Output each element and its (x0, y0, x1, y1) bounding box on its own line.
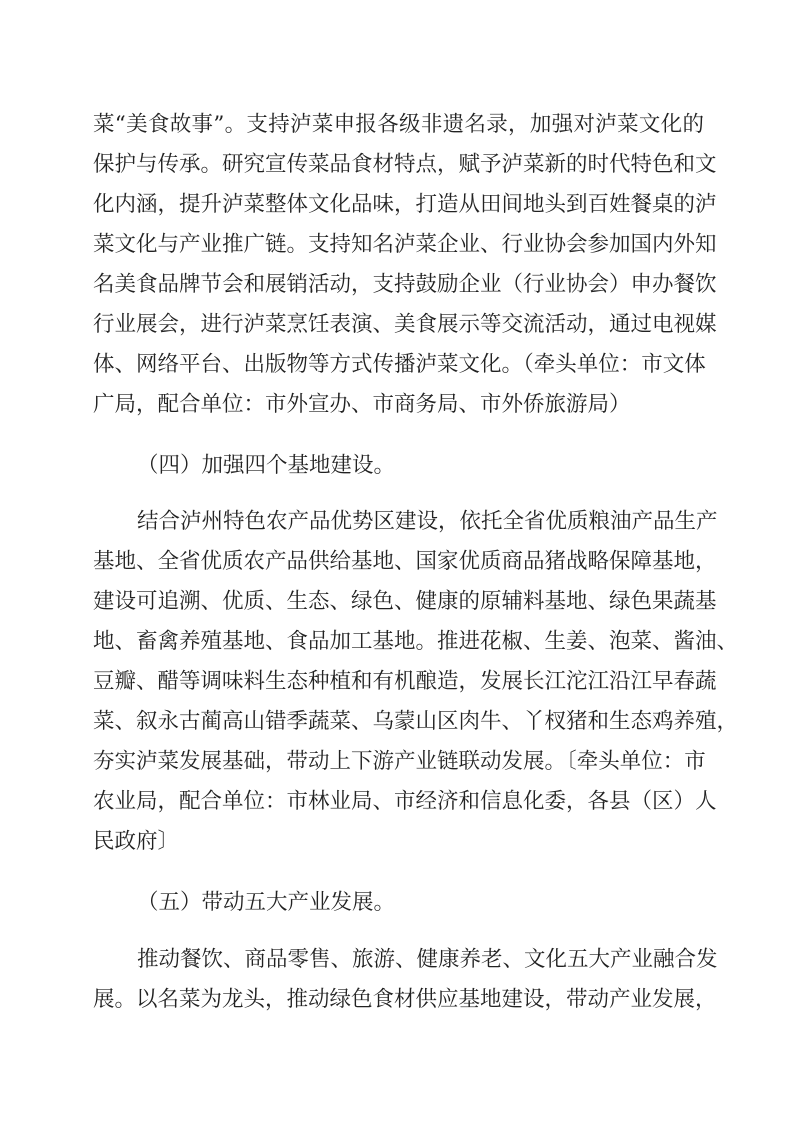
text-line: 广局，配合单位：市外宣办、市商务局、市外侨旅游局） (93, 392, 631, 417)
section-heading-4: （四）加强四个基地建设。 (137, 453, 396, 478)
text-line: 推动餐饮、商品零售、旅游、健康养老、文化五大产业融合发 (137, 947, 718, 972)
text-line: 化内涵，提升泸菜整体文化品味，打造从田间地头到百姓餐桌的泸 (93, 192, 717, 217)
text-line: 基地、全省优质农产品供给基地、国家优质商品猪战略保障基地， (93, 549, 717, 574)
text-line: 展。以名菜为龙头，推动绿色食材供应基地建设，带动产业发展， (93, 987, 717, 1012)
text-line: 结合泸州特色农产品优势区建设，依托全省优质粮油产品生产 (137, 509, 718, 534)
text-line: 菜“美食故事”。支持泸菜申报各级非遗名录，加强对泸菜文化的 (93, 112, 704, 137)
text-line: 菜文化与产业推广链。支持知名泸菜企业、行业协会参加国内外知 (93, 232, 717, 257)
text-line: 豆瓣、醋等调味料生态种植和有机酿造，发展长江沱江沿江早春蔬 (93, 669, 717, 694)
text-line: 夯实泸菜发展基础，带动上下游产业链联动发展。〔牵头单位：市 (93, 749, 706, 774)
section-heading-5: （五）带动五大产业发展。 (137, 890, 396, 915)
text-line: 名美食品牌节会和展销活动，支持鼓励企业（行业协会）申办餐饮 (93, 272, 717, 297)
text-line: 体、网络平台、出版物等方式传播泸菜文化。（牵头单位：市文体 (93, 352, 706, 377)
text-line: 建设可追溯、优质、生态、绿色、健康的原辅料基地、绿色果蔬基 (93, 589, 717, 614)
text-line: 菜、叙永古蔺高山错季蔬菜、乌蒙山区肉牛、丫杈猪和生态鸡养殖， (93, 709, 739, 734)
text-line: 民政府〕 (93, 829, 180, 854)
text-line: 农业局，配合单位：市林业局、市经济和信息化委，各县（区）人 (93, 789, 717, 814)
text-line: 地、畜禽养殖基地、食品加工基地。推进花椒、生姜、泡菜、酱油、 (93, 629, 739, 654)
text-line: 保护与传承。研究宣传菜品食材特点，赋予泸菜新的时代特色和文 (93, 152, 717, 177)
text-line: 行业展会，进行泸菜烹饪表演、美食展示等交流活动，通过电视媒 (93, 312, 717, 337)
